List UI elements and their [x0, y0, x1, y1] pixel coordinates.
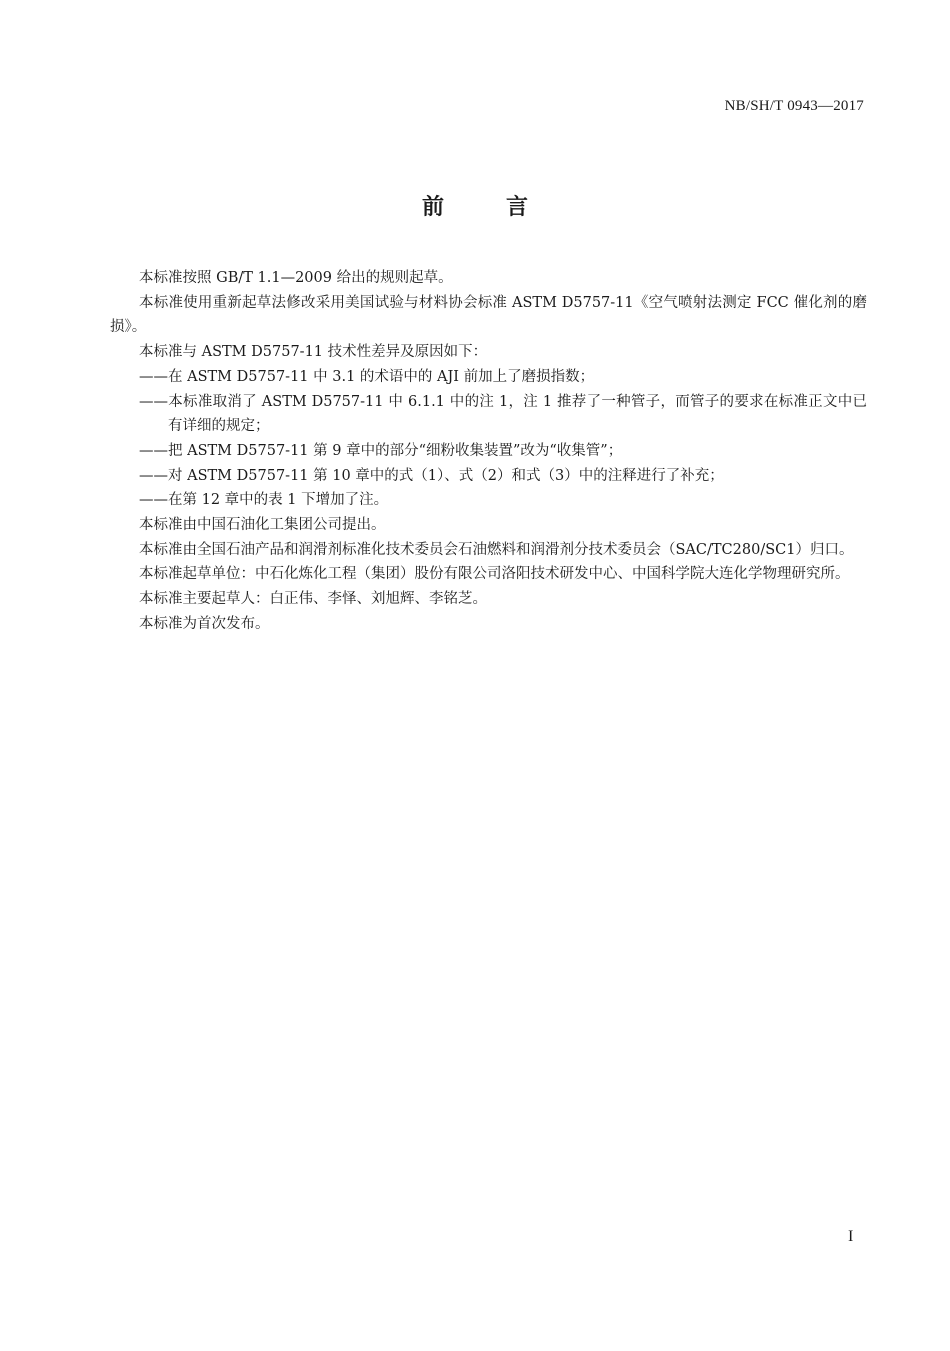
- difference-item: ——对 ASTM D5757-11 第 10 章中的式（1）、式（2）和式（3）中的注释进行了补充；: [139, 467, 724, 484]
- paragraph-adoption: 本标准使用重新起草法修改采用美国试验与材料协会标准 ASTM D5757-11《空气喷射法测定 FCC 催化剂的磨损》。: [110, 294, 867, 336]
- page-title: 前言: [421, 195, 590, 220]
- paragraph-drafters: 本标准主要起草人：白正伟、李怿、刘旭辉、李铭芝。: [139, 591, 487, 608]
- paragraph-first-release: 本标准为首次发布。: [139, 615, 270, 632]
- difference-item: ——本标准取消了 ASTM D5757-11 中 6.1.1 中的注 1，注 1 推荐了一种管子，而管子的要求在标准正文中已有详细的规定；: [139, 393, 867, 435]
- paragraph-drafting-rules: 本标准按照 GB/T 1.1—2009 给出的规则起草。: [139, 270, 453, 286]
- paragraph-differences-intro: 本标准与 ASTM D5757-11 技术性差异及原因如下：: [139, 344, 488, 361]
- page-number: I: [848, 1228, 854, 1245]
- foreword-body: [110, 266, 867, 637]
- paragraph-proposer: 本标准由中国石油化工集团公司提出。: [139, 517, 386, 534]
- paragraph-committee: 本标准由全国石油产品和润滑剂标准化技术委员会石油燃料和润滑剂分技术委员会（SAC/TC280/SC1）归口。: [139, 541, 854, 558]
- difference-item: ——把 ASTM D5757-11 第 9 章中的部分“细粉收集装置”改为“收集管”；: [139, 442, 623, 459]
- standard-code: NB/SH/T 0943—2017: [724, 98, 864, 114]
- difference-item: ——在第 12 章中的表 1 下增加了注。: [139, 492, 389, 509]
- difference-item: ——在 ASTM D5757-11 中 3.1 的术语中的 AJI 前加上了磨损指数；: [139, 368, 595, 385]
- paragraph-drafting-units: 本标准起草单位：中石化炼化工程（集团）股份有限公司洛阳技术研发中心、中国科学院大连化学物理研究所。: [139, 566, 850, 583]
